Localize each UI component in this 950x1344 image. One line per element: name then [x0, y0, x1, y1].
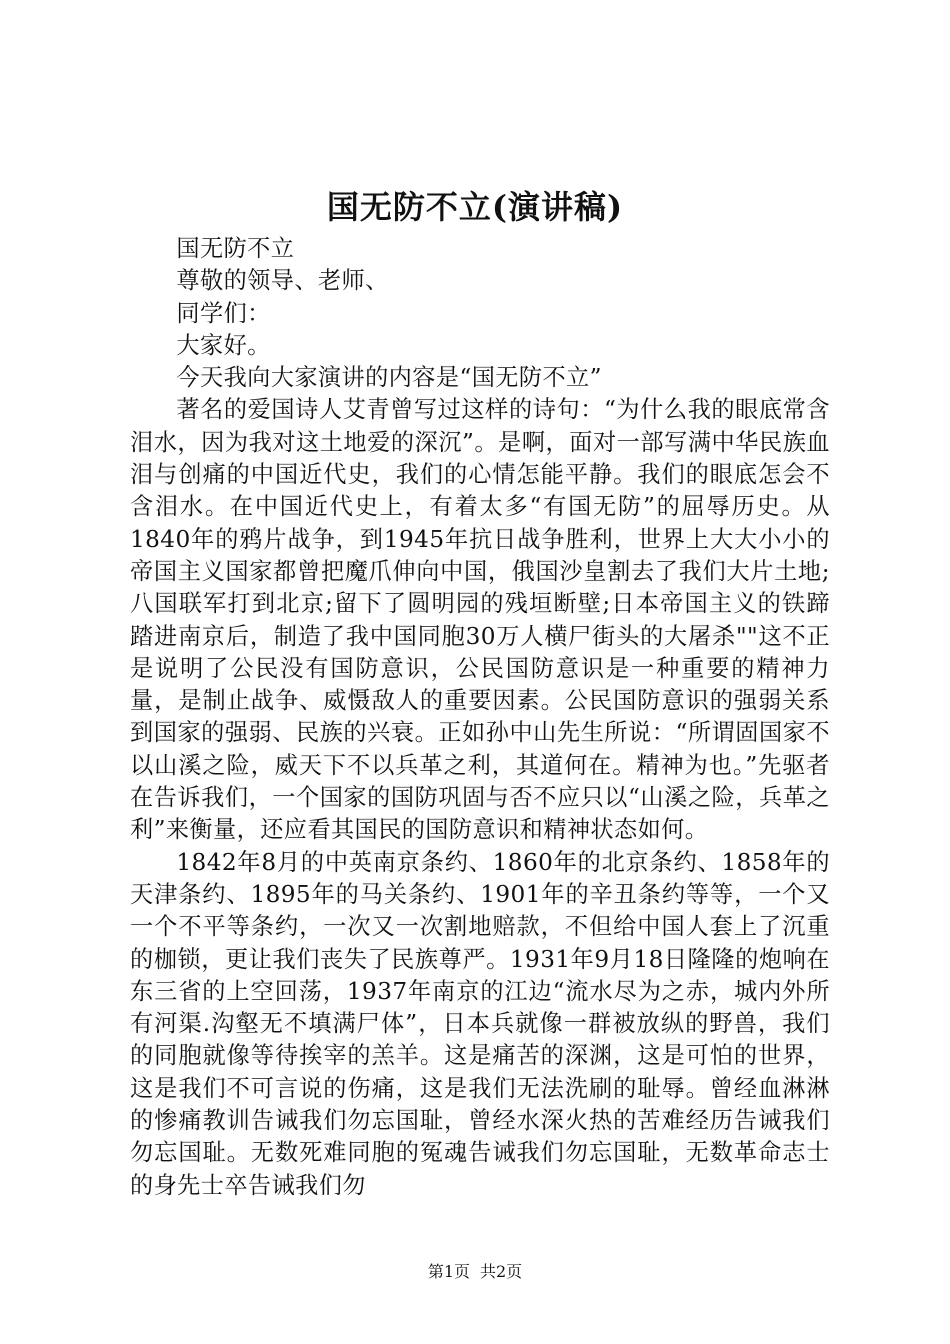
document-body	[130, 233, 830, 1202]
page-number: 第1页	[427, 1262, 470, 1281]
paragraph-intro: 今天我向大家演讲的内容是“国无防不立”	[176, 364, 602, 392]
page-total: 共2页	[480, 1262, 523, 1281]
page-footer	[0, 1262, 950, 1282]
document-title: 国无防不立(演讲稿)	[326, 188, 624, 226]
paragraph-body-2: 1842年8月的中英南京条约、1860年的北京条约、1858年的天津条约、1895年的马关条约、1901年的辛丑条约等等，一个又一个不平等条约，一次又一次割地赔款，不但给中国人套上了沉重的枷锁，更让我们丧失了民族尊严。1931年9月18日隆隆的炮响在东三省的上空回荡，1937年南京的江边“流水尽为之赤，城内外所有河渠.沟壑无不填满尸体”，日本兵就像一群被放纵的野兽，我们的同胞就像等待挨宰的羔羊。这是痛苦的深渊，这是可怕的世界，这是我们不可言说的伤痛，这是我们无法洗刷的耻辱。曾经血淋淋的惨痛教训告诫我们勿忘国耻，曾经水深火热的苦难经历告诫我们勿忘国耻。无数死难同胞的冤魂告诫我们勿忘国耻，无数革命志士的身先士卒告诫我们勿	[130, 848, 830, 1199]
paragraph-salutation-1: 尊敬的领导、老师、	[176, 267, 389, 295]
paragraph-greeting: 大家好。	[176, 331, 271, 359]
paragraph-body-1: 著名的爱国诗人艾青曾写过这样的诗句：“为什么我的眼底常含泪水，因为我对这土地爱的深沉”。是啊，面对一部写满中华民族血泪与创痛的中国近代史，我们的心情怎能平静。我们的眼底怎会不含泪水。在中国近代史上，有着太多“有国无防”的屈辱历史。从1840年的鸦片战争，到1945年抗日战争胜利，世界上大大小小的帝国主义国家都曾把魔爪伸向中国，俄国沙皇割去了我们大片土地;八国联军打到北京;留下了圆明园的残垣断壁;日本帝国主义的铁蹄踏进南京后，制造了我中国同胞30万人横尸街头的大屠杀""这不正是说明了公民没有国防意识，公民国防意识是一种重要的精神力量，是制止战争、威慑敌人的重要因素。公民国防意识的强弱关系到国家的强弱、民族的兴衰。正如孙中山先生所说：“所谓固国家不以山溪之险，威天下不以兵革之利，其道何在。精神为也。”先驱者在告诉我们，一个国家的国防巩固与否不应只以“山溪之险，兵革之利”来衡量，还应看其国民的国防意识和精神状态如何。	[130, 396, 830, 844]
paragraph-heading: 国无防不立	[176, 235, 295, 262]
paragraph-salutation-2: 同学们：	[176, 299, 271, 327]
